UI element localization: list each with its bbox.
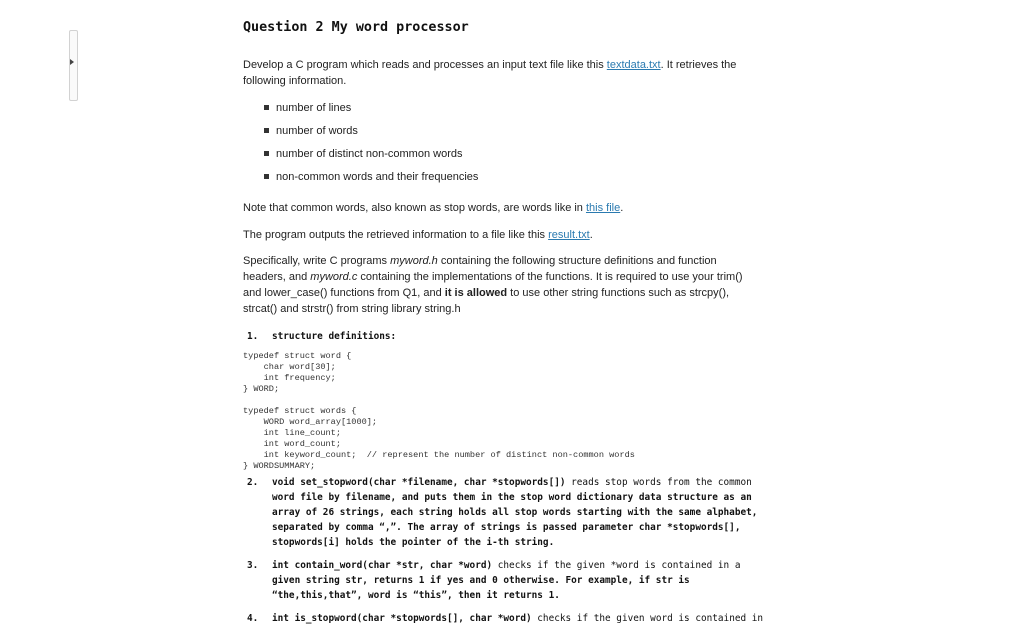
note-text-end: .	[620, 202, 624, 214]
code-line: typedef struct words {	[243, 406, 357, 416]
list-item: number of lines	[243, 99, 478, 122]
info-list	[243, 99, 478, 191]
list-item: number of words	[243, 122, 478, 145]
spec-text: containing the following structure definitions and function	[437, 255, 717, 267]
step-body	[272, 558, 782, 603]
step-body	[272, 611, 782, 626]
step-number: 3.	[247, 560, 259, 571]
spec-text: and lower_case() functions from Q1, and	[243, 287, 445, 299]
intro-line2: following information.	[243, 75, 347, 87]
function-signature: int is_stopword(char *stopwords[], char *word)	[272, 613, 532, 624]
page-title: Question 2 My word processor	[243, 20, 469, 35]
spec-text: strcat() and strstr() from string library string.h	[243, 303, 461, 315]
step-number: 2.	[247, 477, 259, 488]
code-line: char word[30];	[243, 362, 336, 372]
step-text: given string str, returns 1 if yes and 0 otherwise. For example, if str is	[272, 575, 690, 586]
allowed-emphasis: it is allowed	[444, 287, 508, 299]
output-text-end: .	[589, 229, 593, 241]
step-text: stopwords[i] holds the pointer of the i-th string.	[272, 537, 555, 548]
myword-h-filename: myword.h	[390, 255, 438, 267]
step-body	[272, 475, 782, 550]
code-line: int line_count;	[243, 428, 341, 438]
function-signature: void set_stopword(char *filename, char *stopwords[])	[272, 477, 566, 488]
code-line: } WORD;	[243, 384, 280, 394]
step-text: “the,this,that”, word is “this”, then it returns 1.	[272, 590, 560, 601]
code-line: typedef struct word {	[243, 351, 352, 361]
intro-text-end: . It retrieves the	[660, 59, 737, 71]
output-paragraph	[243, 227, 593, 243]
step-text: checks if the given word is contained in	[531, 613, 764, 624]
step-text: checks if the given *word is contained in a	[492, 560, 741, 571]
code-line: int keyword_count; // represent the number of distinct non-common words	[243, 450, 635, 460]
intro-paragraph	[243, 57, 736, 89]
spec-text: Specifically, write C programs	[243, 255, 391, 267]
step-text: reads stop words from the common	[565, 477, 752, 488]
caret-right-icon[interactable]	[70, 59, 74, 65]
note-paragraph	[243, 200, 623, 216]
function-signature: int contain_word(char *str, char *word)	[272, 560, 493, 571]
spec-text: to use other string functions such as strcpy(),	[507, 287, 730, 299]
code-line: int word_count;	[243, 439, 341, 449]
textdata-link[interactable]: textdata.txt	[606, 59, 661, 71]
stopwords-file-link[interactable]: this file	[585, 202, 621, 214]
list-item: number of distinct non-common words	[243, 145, 478, 168]
output-text: The program outputs the retrieved information to a file like this	[243, 229, 549, 241]
code-line: WORD word_array[1000];	[243, 417, 378, 427]
step-number: 4.	[247, 613, 259, 624]
code-line: } WORDSUMMARY;	[243, 461, 316, 471]
note-text: Note that common words, also known as stop words, are words like in	[243, 202, 586, 214]
sidebar-toggle-panel[interactable]	[69, 30, 78, 101]
list-item: non-common words and their frequencies	[243, 168, 478, 191]
myword-c-filename: myword.c	[310, 271, 358, 283]
step-text: word file by filename, and puts them in the stop word dictionary data structure as an	[272, 492, 752, 503]
step-text: array of 26 strings, each string holds all stop words starting with the same alphabet,	[272, 507, 758, 518]
step-text: separated by comma “,”. The array of strings is passed parameter char *stopwords[],	[272, 522, 741, 533]
spec-text: headers, and	[243, 271, 311, 283]
step-number: 1.	[247, 331, 259, 342]
code-line: int frequency;	[243, 373, 336, 383]
spec-text: containing the implementations of the functions. It is required to use your trim()	[357, 271, 743, 283]
result-file-link[interactable]: result.txt	[548, 229, 590, 241]
spec-paragraph	[243, 253, 743, 317]
step-label: structure definitions:	[272, 331, 397, 342]
intro-text: Develop a C program which reads and processes an input text file like this	[243, 59, 607, 71]
